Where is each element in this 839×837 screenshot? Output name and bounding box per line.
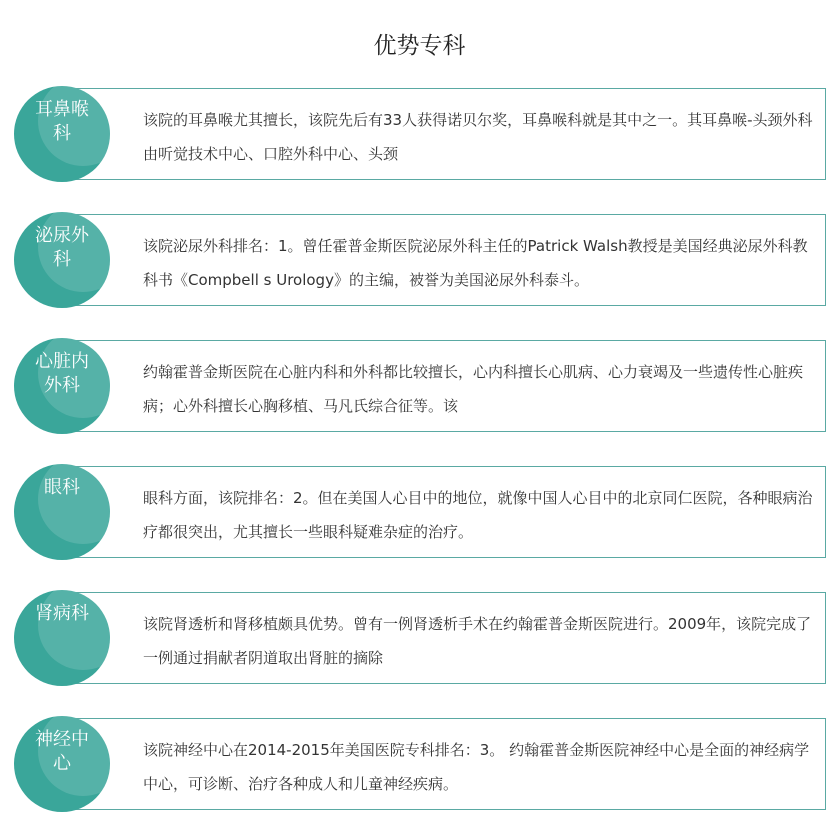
- specialty-badge: [14, 464, 110, 560]
- specialty-description: 约翰霍普金斯医院在心脏内科和外科都比较擅长，心内科擅长心肌病、心力衰竭及一些遗传性心脏疾病；心外科擅长心胸移植、马凡氏综合征等。该: [143, 363, 804, 415]
- page-title: 优势专科: [373, 33, 466, 59]
- specialty-card: [72, 340, 826, 432]
- specialty-card: [72, 88, 826, 180]
- specialty-card: [72, 718, 826, 810]
- specialty-badge: [14, 86, 110, 182]
- specialty-cardiology[interactable]: [14, 338, 814, 436]
- specialty-ent[interactable]: [14, 86, 814, 184]
- specialty-card: [72, 214, 826, 306]
- specialty-ophthalmology[interactable]: [14, 464, 814, 562]
- specialty-name: 心脏内外科: [35, 351, 89, 396]
- specialty-name: 肾病科: [35, 603, 89, 624]
- specialty-description: 该院肾透析和肾移植颇具优势。曾有一例肾透析手术在约翰霍普金斯医院进行。2009年，该院完成了一例通过捐献者阴道取出肾脏的摘除: [143, 615, 812, 667]
- specialty-card: [72, 592, 826, 684]
- specialty-badge: [14, 212, 110, 308]
- specialty-name: 神经中心: [35, 729, 89, 774]
- specialty-neurology[interactable]: [14, 716, 814, 814]
- specialty-description: 眼科方面，该院排名：2。但在美国人心目中的地位，就像中国人心目中的北京同仁医院，各种眼病治疗都很突出，尤其擅长一些眼科疑难杂症的治疗。: [143, 489, 813, 541]
- specialty-badge: [14, 716, 110, 812]
- specialty-badge: [14, 590, 110, 686]
- specialty-nephrology[interactable]: [14, 590, 814, 688]
- specialty-description: 该院神经中心在2014-2015年美国医院专科排名：3。 约翰霍普金斯医院神经中心是全面的神经病学中心，可诊断、治疗各种成人和儿童神经疾病。: [143, 741, 810, 793]
- specialty-badge: [14, 338, 110, 434]
- specialty-name: 泌尿外科: [35, 225, 89, 270]
- specialty-description: 该院泌尿外科排名：1。曾任霍普金斯医院泌尿外科主任的Patrick Walsh教授是美国经典泌尿外科教科书《Compbell s Urology》的主编，被誉为美国泌尿外科泰斗。: [143, 237, 808, 289]
- specialty-name: 耳鼻喉科: [35, 99, 89, 144]
- specialty-description: 该院的耳鼻喉尤其擅长，该院先后有33人获得诺贝尔奖，耳鼻喉科就是其中之一。其耳鼻喉-头颈外科由听觉技术中心、口腔外科中心、头颈: [143, 111, 813, 163]
- specialty-card: [72, 466, 826, 558]
- specialty-name: 眼科: [44, 477, 80, 498]
- specialty-urology[interactable]: [14, 212, 814, 310]
